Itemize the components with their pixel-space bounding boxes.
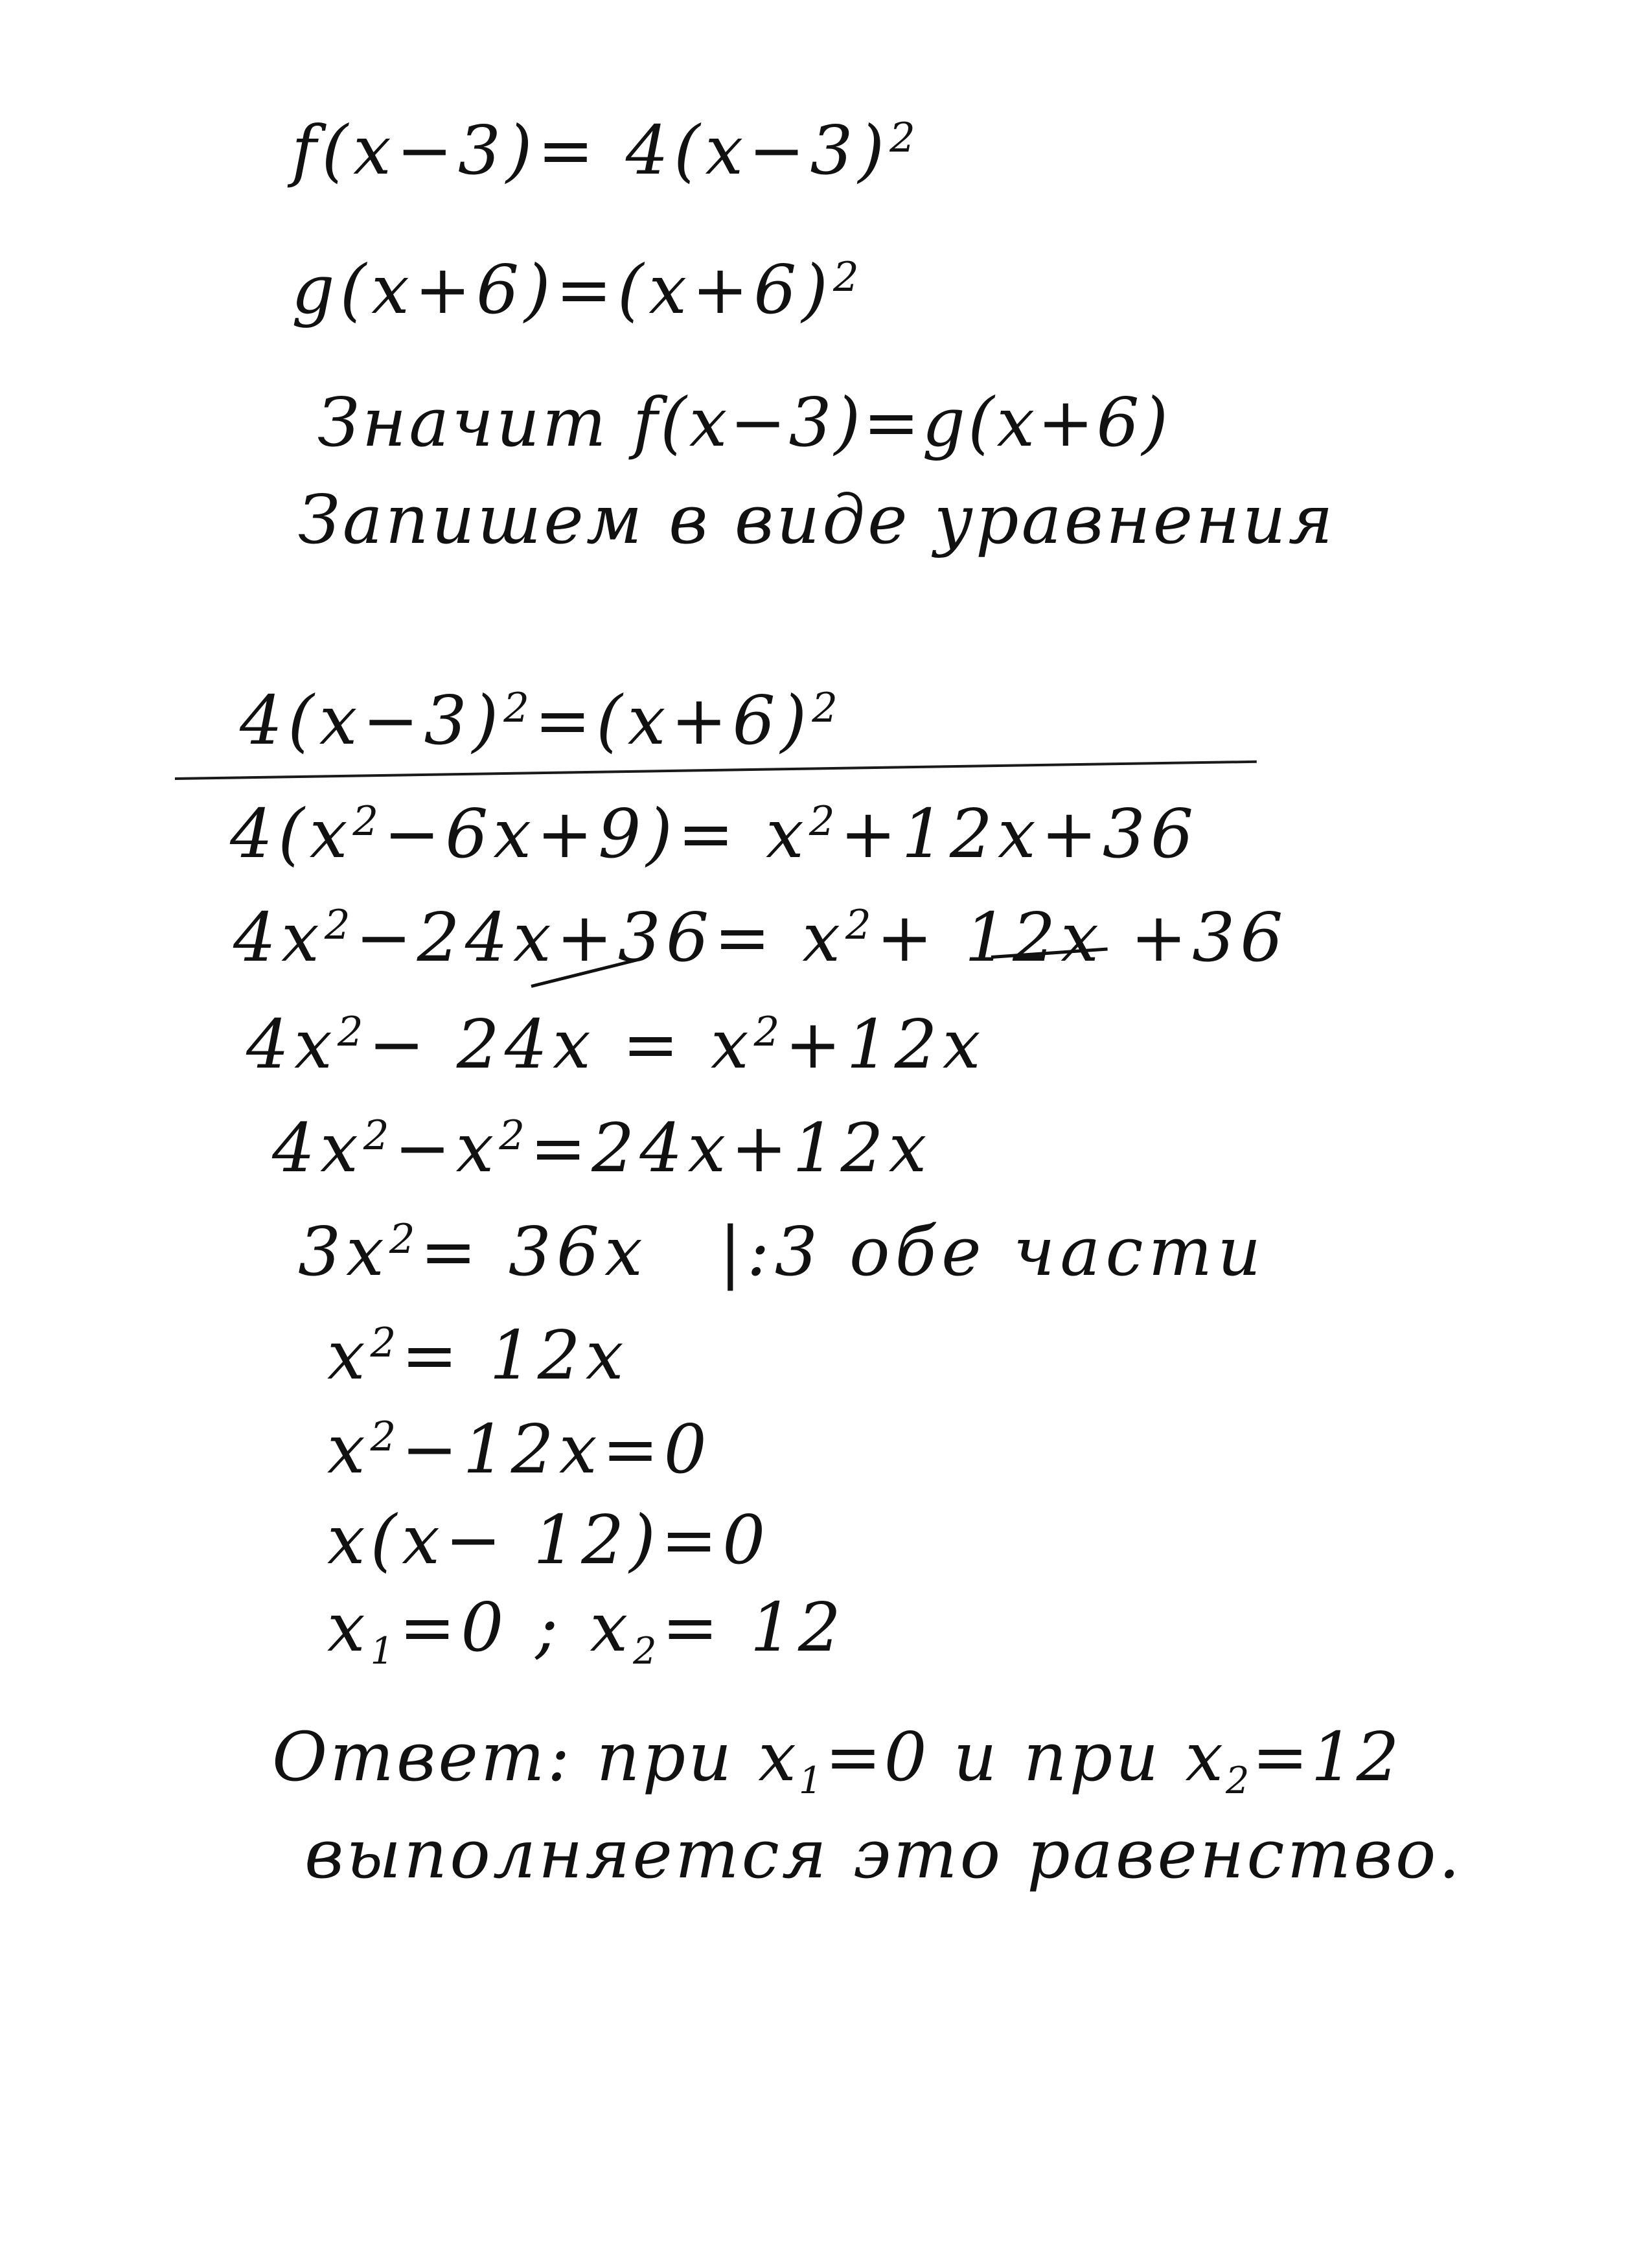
step-text: x [327, 1588, 371, 1667]
function-f-definition [292, 111, 921, 190]
equation-left: 4(x−3) [240, 681, 504, 760]
answer-text: Ответ: при x [272, 1717, 799, 1796]
answer-line-2: выполняется это равенство. [304, 1815, 1463, 1894]
exponent: 2 [324, 900, 356, 948]
step-text: −24x+36= x [355, 898, 845, 977]
subscript: 2 [633, 1630, 662, 1673]
step-text: = 12x [401, 1316, 629, 1395]
exponent: 2 [889, 113, 921, 161]
exponent: 2 [389, 1215, 420, 1263]
exponent: 2 [370, 1318, 402, 1366]
step-text: − 24x = x [368, 1005, 754, 1084]
conclusion-text: Значит f(x−3)=g(x+6) [317, 383, 1171, 462]
step-text: x [327, 1410, 371, 1489]
step-text: =24x+12x [530, 1108, 932, 1187]
step-text: 4x [233, 898, 325, 977]
step-factor: x(x− 12)=0 [327, 1500, 771, 1579]
step-combine [298, 1212, 1267, 1291]
step-text: = 12 [661, 1588, 847, 1667]
step-text: 4x [272, 1108, 363, 1187]
answer-text: =12 [1252, 1717, 1402, 1796]
step-text: x [327, 1316, 371, 1395]
step-text: = 36x [420, 1212, 648, 1291]
exponent: 2 [845, 900, 877, 948]
step-text: −x [394, 1108, 499, 1187]
step-simplify [327, 1316, 629, 1395]
instruction-text: Запишем в виде уравнения [298, 480, 1336, 559]
divider-line [175, 761, 1257, 780]
main-equation [240, 681, 843, 760]
answer-line-1 [272, 1717, 1402, 1803]
step-roots [327, 1588, 847, 1673]
answer-text: =0 и при x [825, 1717, 1226, 1796]
step-distribute [233, 898, 1289, 977]
exponent: 2 [352, 797, 384, 845]
step-text: +12x+36 [840, 794, 1199, 873]
function-g-definition [292, 250, 864, 329]
exponent: 2 [753, 1007, 785, 1055]
division-note: |:3 обе части [718, 1212, 1267, 1291]
step-text: +12x [785, 1005, 986, 1084]
exponent: 2 [499, 1111, 531, 1159]
step-text: =0 ; x [399, 1588, 634, 1667]
step-text: 4x [246, 1005, 338, 1084]
exponent: 2 [370, 1412, 402, 1460]
step-zero-form [327, 1410, 712, 1489]
step-text: −6x+9)= x [384, 794, 809, 873]
step-expand [230, 794, 1199, 873]
step-text: 4(x [230, 794, 353, 873]
exponent: 2 [809, 797, 840, 845]
exponent: 2 [832, 253, 864, 301]
step-text: −12x=0 [401, 1410, 712, 1489]
exponent: 2 [812, 683, 843, 731]
subscript: 1 [798, 1759, 825, 1803]
exponent: 2 [503, 683, 534, 731]
step-text: + 12x +36 [876, 898, 1289, 977]
subscript: 2 [1225, 1759, 1252, 1803]
equation-right: =(x+6) [534, 681, 812, 760]
step-cancel [246, 1005, 986, 1084]
exponent: 2 [337, 1007, 369, 1055]
subscript: 1 [370, 1630, 400, 1673]
step-text: 3x [298, 1212, 389, 1291]
step-rearrange [272, 1108, 932, 1187]
function-g-text: g(x+6)=(x+6) [292, 250, 833, 329]
function-f-text: f(x−3)= 4(x−3) [292, 111, 890, 190]
exponent: 2 [363, 1111, 395, 1159]
